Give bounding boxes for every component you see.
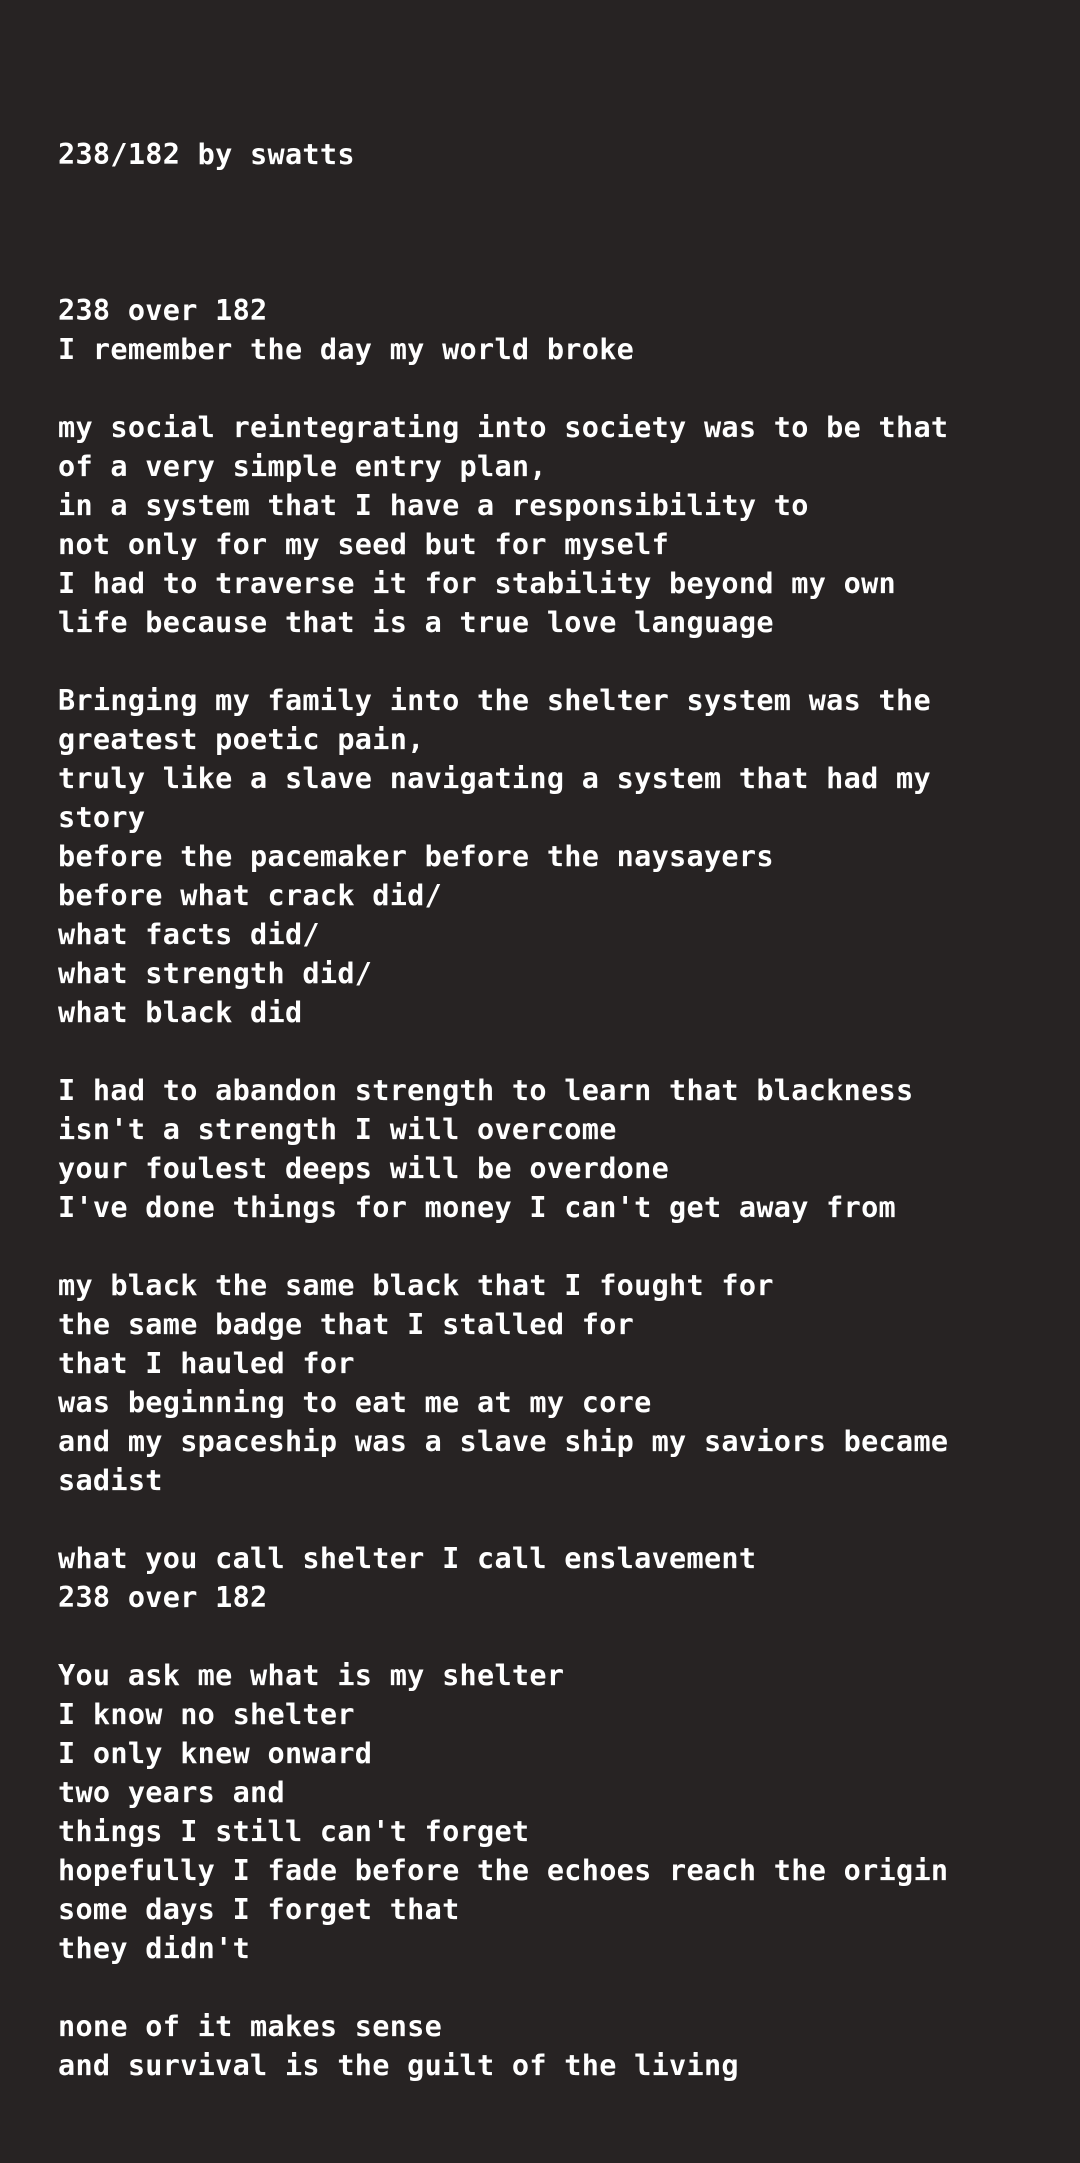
poem-line: what facts did/ xyxy=(58,918,320,951)
poem-line: isn't a strength I will overcome xyxy=(58,1113,617,1146)
poem-line: I've done things for money I can't get away from xyxy=(58,1191,897,1224)
poem-line: in a system that I have a responsibility to xyxy=(58,489,809,522)
poem-line: I remember the day my world broke xyxy=(58,333,635,366)
poem-line: your foulest deeps will be overdone xyxy=(58,1152,670,1185)
poem-line: before the pacemaker before the naysayers xyxy=(58,840,774,873)
poem-line: two years and xyxy=(58,1776,285,1809)
poem-line: story xyxy=(58,801,146,834)
stanza-break xyxy=(58,1968,1040,2007)
poem-line: of a very simple entry plan, xyxy=(58,450,547,483)
poem-line: 238 over 182 xyxy=(58,1581,268,1614)
poem-line: sadist xyxy=(58,1464,163,1497)
poem-line: hopefully I fade before the echoes reach the origin xyxy=(58,1854,949,1887)
poem-line: what strength did/ xyxy=(58,957,373,990)
poem-line: none of it makes sense xyxy=(58,2010,443,2043)
poem-line: that I hauled for xyxy=(58,1347,355,1380)
stanza-break xyxy=(58,1227,1040,1266)
poem-line: what black did xyxy=(58,996,303,1029)
poem-line: Bringing my family into the shelter system was the xyxy=(58,684,931,717)
poem-line: and my spaceship was a slave ship my saviors became xyxy=(58,1425,949,1458)
stanza-break xyxy=(58,1032,1040,1071)
poem-line: what you call shelter I call enslavement xyxy=(58,1542,757,1575)
poem-line: I know no shelter xyxy=(58,1698,355,1731)
stanza-break xyxy=(58,1617,1040,1656)
poem-line: before what crack did/ xyxy=(58,879,443,912)
poem-line: was beginning to eat me at my core xyxy=(58,1386,652,1419)
poem-line: I had to abandon strength to learn that blackness xyxy=(58,1074,914,1107)
poem-title: 238/182 by swatts xyxy=(58,138,355,171)
poem-line: my social reintegrating into society was to be that xyxy=(58,411,949,444)
stanza-break xyxy=(58,1500,1040,1539)
poem-line: You ask me what is my shelter xyxy=(58,1659,565,1692)
poem-line: things I still can't forget xyxy=(58,1815,530,1848)
poem-line: truly like a slave navigating a system that had my xyxy=(58,762,931,795)
poem-line: my black the same black that I fought for xyxy=(58,1269,774,1302)
poem-line: not only for my seed but for myself xyxy=(58,528,670,561)
stanza-break xyxy=(58,369,1040,408)
poem-line: some days I forget that xyxy=(58,1893,460,1926)
stanza-break xyxy=(58,642,1040,681)
poem-line: 238 over 182 xyxy=(58,294,268,327)
stanza-break xyxy=(58,252,1040,291)
poem-line: I only knew onward xyxy=(58,1737,373,1770)
poem-line: life because that is a true love language xyxy=(58,606,774,639)
poem-text xyxy=(58,57,1040,2163)
poem-line: I had to traverse it for stability beyond my own xyxy=(58,567,897,600)
poem-line: the same badge that I stalled for xyxy=(58,1308,635,1341)
poem-line: they didn't xyxy=(58,1932,251,1965)
poem-lines xyxy=(58,252,1040,2085)
poem-line: greatest poetic pain, xyxy=(58,723,425,756)
poem-line: and survival is the guilt of the living xyxy=(58,2049,739,2082)
